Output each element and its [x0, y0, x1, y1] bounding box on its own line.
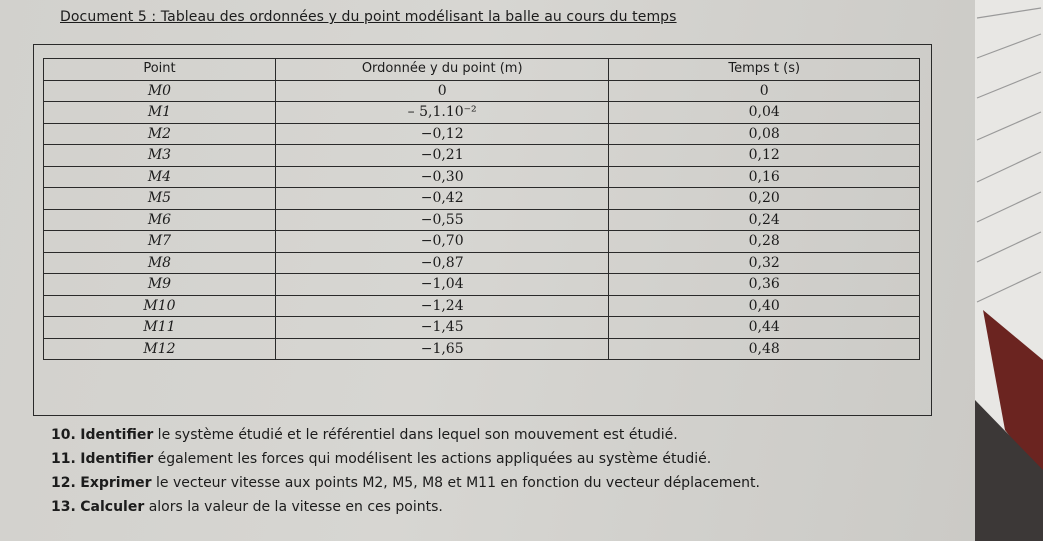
cell-ordinate: −1,65 [275, 338, 609, 360]
cell-ordinate: −1,04 [275, 274, 609, 296]
table-row [44, 188, 920, 210]
cell-ordinate: −0,55 [275, 209, 609, 231]
cell-point: M3 [44, 145, 276, 167]
question-verb: Identifier [80, 427, 154, 443]
cell-ordinate: −0,42 [275, 188, 609, 210]
cell-ordinate: −0,30 [275, 166, 609, 188]
cell-time: 0,32 [609, 252, 920, 274]
document-title: Document 5 : Tableau des ordonnées y du point modélisant la balle au cours du temps [60, 9, 677, 25]
table-row [44, 295, 920, 317]
question-13 [51, 495, 760, 519]
question-text: également les forces qui modélisent les actions appliquées au système étudié. [153, 451, 712, 467]
cell-point: M10 [44, 295, 276, 317]
cell-ordinate: −0,12 [275, 123, 609, 145]
question-12 [51, 471, 760, 495]
cell-time: 0,08 [609, 123, 920, 145]
cell-time: 0,24 [609, 209, 920, 231]
cell-time: 0,12 [609, 145, 920, 167]
table-row [44, 274, 920, 296]
cell-point: M6 [44, 209, 276, 231]
header-ordinate: Ordonnée y du point (m) [275, 59, 609, 81]
header-time: Temps t (s) [609, 59, 920, 81]
cell-ordinate: −0,21 [275, 145, 609, 167]
cell-time: 0,48 [609, 338, 920, 360]
table-row [44, 317, 920, 339]
question-verb: Exprimer [80, 475, 152, 491]
cell-point: M0 [44, 80, 276, 102]
table-row [44, 338, 920, 360]
table-body [44, 80, 920, 360]
table-row [44, 166, 920, 188]
question-text: le système étudié et le référentiel dans lequel son mouvement est étudié. [153, 427, 678, 443]
table-header-row [44, 59, 920, 81]
cell-ordinate: −0,70 [275, 231, 609, 253]
cell-point: M11 [44, 317, 276, 339]
table-row [44, 80, 920, 102]
cell-time: 0 [609, 80, 920, 102]
ruled-lines-decoration [975, 0, 1043, 541]
data-table [43, 58, 920, 360]
cell-time: 0,40 [609, 295, 920, 317]
question-10 [51, 423, 760, 447]
table-row [44, 123, 920, 145]
table-row [44, 231, 920, 253]
table-row [44, 102, 920, 124]
cell-time: 0,44 [609, 317, 920, 339]
question-number: 10. [51, 427, 76, 443]
cell-time: 0,36 [609, 274, 920, 296]
question-number: 11. [51, 451, 76, 467]
question-number: 12. [51, 475, 76, 491]
cell-ordinate: −1,45 [275, 317, 609, 339]
cell-ordinate: −0,87 [275, 252, 609, 274]
notebook-edge [975, 0, 1043, 541]
question-text: le vecteur vitesse aux points M2, M5, M8 et M11 en fonction du vecteur déplacement. [151, 475, 760, 491]
cell-point: M8 [44, 252, 276, 274]
cell-point: M2 [44, 123, 276, 145]
header-point: Point [44, 59, 276, 81]
cell-time: 0,04 [609, 102, 920, 124]
cell-time: 0,28 [609, 231, 920, 253]
question-text: alors la valeur de la vitesse en ces points. [144, 499, 443, 515]
question-verb: Calculer [80, 499, 145, 515]
table-frame [33, 44, 932, 416]
cell-point: M5 [44, 188, 276, 210]
cell-ordinate: −1,24 [275, 295, 609, 317]
table-row [44, 252, 920, 274]
cell-ordinate: 0 [275, 80, 609, 102]
cell-point: M7 [44, 231, 276, 253]
table-row [44, 145, 920, 167]
question-verb: Identifier [80, 451, 154, 467]
cell-point: M12 [44, 338, 276, 360]
question-11 [51, 447, 760, 471]
questions-list [51, 423, 760, 519]
cell-point: M1 [44, 102, 276, 124]
cell-time: 0,16 [609, 166, 920, 188]
table-row [44, 209, 920, 231]
cell-ordinate: – 5,1.10⁻² [275, 102, 609, 124]
cell-time: 0,20 [609, 188, 920, 210]
cell-point: M4 [44, 166, 276, 188]
cell-point: M9 [44, 274, 276, 296]
question-number: 13. [51, 499, 76, 515]
